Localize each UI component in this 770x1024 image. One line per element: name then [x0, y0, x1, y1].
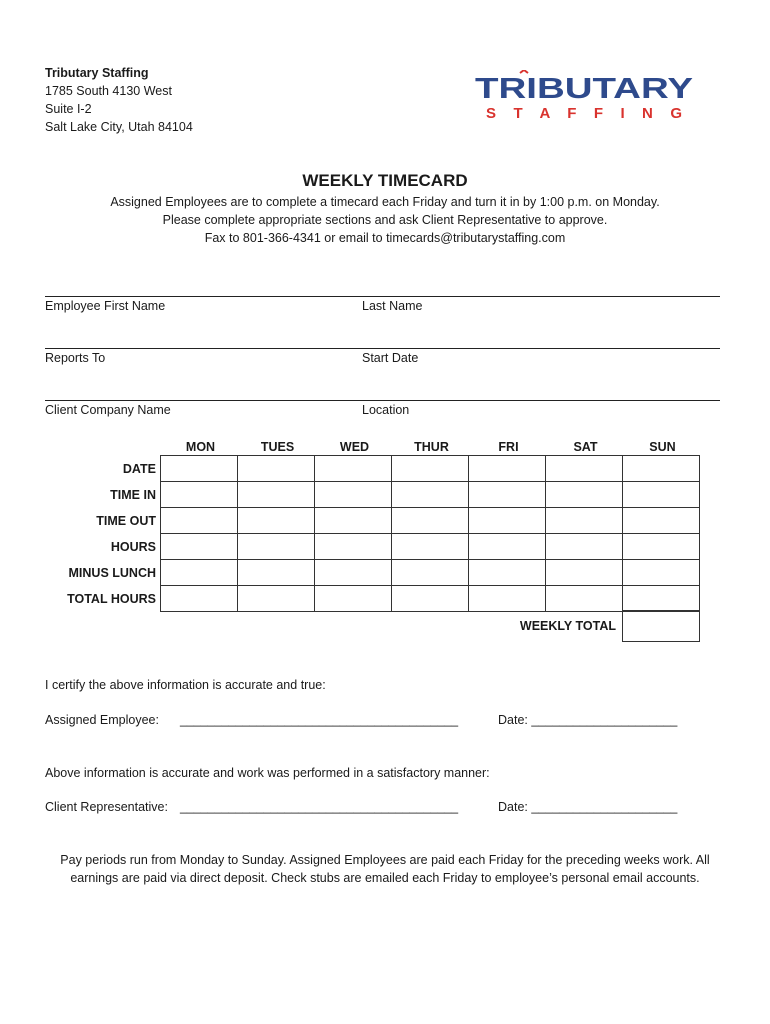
- row-label-time-in: TIME IN: [110, 488, 156, 502]
- pay-period-note-line-1: Pay periods run from Monday to Sunday. Assigned Employees are paid each Friday for the preceding weeks work. All: [60, 853, 710, 867]
- cell-time-in-fri[interactable]: [469, 482, 546, 508]
- cell-time-in-wed[interactable]: [315, 482, 392, 508]
- day-header-mon: MON: [185, 440, 216, 454]
- cell-time-in-tues[interactable]: [238, 482, 315, 508]
- timecard-grid: [160, 455, 700, 612]
- day-header-wed: WED: [339, 440, 370, 454]
- address-line-3: Salt Lake City, Utah 84104: [45, 120, 193, 134]
- cell-date-mon[interactable]: [161, 456, 238, 482]
- grid-row-total-hours: [161, 586, 700, 612]
- cell-total-hours-fri[interactable]: [469, 586, 546, 612]
- cell-date-thur[interactable]: [392, 456, 469, 482]
- address-line-1: 1785 South 4130 West: [45, 84, 172, 98]
- cell-time-out-thur[interactable]: [392, 508, 469, 534]
- cell-total-hours-wed[interactable]: [315, 586, 392, 612]
- cell-minus-lunch-mon[interactable]: [161, 560, 238, 586]
- grid-row-time-in: [161, 482, 700, 508]
- employee-date-field[interactable]: Date: _____________________: [498, 713, 678, 727]
- cell-hours-thur[interactable]: [392, 534, 469, 560]
- client-company-line[interactable]: [45, 400, 720, 401]
- grid-row-time-out: [161, 508, 700, 534]
- client-representative-label: Client Representative:: [45, 800, 168, 814]
- cell-date-sun[interactable]: [623, 456, 700, 482]
- day-header-sun: SUN: [649, 440, 676, 454]
- client-signature-field[interactable]: ________________________________________: [180, 800, 459, 814]
- logo-subtitle: S T A F F I N G: [486, 105, 682, 122]
- cell-hours-fri[interactable]: [469, 534, 546, 560]
- cell-hours-wed[interactable]: [315, 534, 392, 560]
- cell-total-hours-thur[interactable]: [392, 586, 469, 612]
- day-header-tues: TUES: [260, 440, 295, 454]
- row-label-total-hours: TOTAL HOURS: [67, 592, 156, 606]
- cell-time-out-mon[interactable]: [161, 508, 238, 534]
- day-header-thur: THUR: [414, 440, 449, 454]
- client-company-label: Client Company Name: [45, 403, 171, 417]
- cell-time-out-wed[interactable]: [315, 508, 392, 534]
- cell-minus-lunch-tues[interactable]: [238, 560, 315, 586]
- day-header-fri: FRI: [498, 440, 519, 454]
- cell-minus-lunch-sun[interactable]: [623, 560, 700, 586]
- location-label: Location: [362, 403, 410, 417]
- cell-minus-lunch-wed[interactable]: [315, 560, 392, 586]
- grid-row-date: [161, 456, 700, 482]
- start-date-label: Start Date: [362, 351, 419, 365]
- row-label-hours: HOURS: [110, 540, 156, 554]
- employee-signature-field[interactable]: ________________________________________: [180, 713, 459, 727]
- cell-hours-sat[interactable]: [546, 534, 623, 560]
- company-name: Tributary Staffing: [45, 66, 149, 80]
- cell-hours-tues[interactable]: [238, 534, 315, 560]
- instructions-line-2: Please complete appropriate sections and ask Client Representative to approve.: [162, 213, 608, 227]
- cell-minus-lunch-thur[interactable]: [392, 560, 469, 586]
- cell-hours-mon[interactable]: [161, 534, 238, 560]
- company-address: [45, 64, 193, 136]
- first-name-label: Employee First Name: [45, 299, 166, 313]
- cell-total-hours-sat[interactable]: [546, 586, 623, 612]
- cell-time-in-sun[interactable]: [623, 482, 700, 508]
- cell-total-hours-mon[interactable]: [161, 586, 238, 612]
- cell-total-hours-sun[interactable]: [623, 586, 700, 612]
- instructions: [0, 193, 770, 247]
- cell-date-tues[interactable]: [238, 456, 315, 482]
- cell-time-out-sat[interactable]: [546, 508, 623, 534]
- cell-time-out-tues[interactable]: [238, 508, 315, 534]
- pay-period-note: [40, 851, 730, 887]
- cell-minus-lunch-sat[interactable]: [546, 560, 623, 586]
- cell-time-out-sun[interactable]: [623, 508, 700, 534]
- cell-total-hours-tues[interactable]: [238, 586, 315, 612]
- cell-date-sat[interactable]: [546, 456, 623, 482]
- cell-time-out-fri[interactable]: [469, 508, 546, 534]
- employee-name-line[interactable]: [45, 296, 720, 297]
- approval-statement: Above information is accurate and work was performed in a satisfactory manner:: [45, 766, 490, 780]
- instructions-line-3: Fax to 801-366-4341 or email to timecards@tributarystaffing.com: [204, 231, 566, 245]
- last-name-label: Last Name: [362, 299, 423, 313]
- cell-minus-lunch-fri[interactable]: [469, 560, 546, 586]
- row-label-date: DATE: [122, 462, 156, 476]
- reports-to-line[interactable]: [45, 348, 720, 349]
- cell-time-in-mon[interactable]: [161, 482, 238, 508]
- weekly-total-label: WEEKLY TOTAL: [519, 619, 616, 633]
- certify-statement: I certify the above information is accurate and true:: [45, 678, 326, 692]
- cell-date-fri[interactable]: [469, 456, 546, 482]
- cell-time-in-sat[interactable]: [546, 482, 623, 508]
- grid-row-minus-lunch: [161, 560, 700, 586]
- weekly-total-field[interactable]: [622, 610, 700, 642]
- row-label-time-out: TIME OUT: [96, 514, 156, 528]
- reports-to-label: Reports To: [45, 351, 106, 365]
- page-title: WEEKLY TIMECARD: [302, 171, 468, 190]
- grid-row-hours: [161, 534, 700, 560]
- tributary-staffing-logo: [472, 70, 697, 122]
- pay-period-note-line-2: earnings are paid via direct deposit. Check stubs are emailed each Friday to employee’s personal email accounts.: [70, 871, 700, 885]
- cell-date-wed[interactable]: [315, 456, 392, 482]
- client-date-field[interactable]: Date: _____________________: [498, 800, 678, 814]
- assigned-employee-label: Assigned Employee:: [45, 713, 159, 727]
- row-label-minus-lunch: MINUS LUNCH: [68, 566, 156, 580]
- cell-hours-sun[interactable]: [623, 534, 700, 560]
- cell-time-in-thur[interactable]: [392, 482, 469, 508]
- instructions-line-1: Assigned Employees are to complete a timecard each Friday and turn it in by 1:00 p.m. on Monday.: [110, 195, 660, 209]
- logo-wordmark: TRIBUTARY: [475, 73, 693, 105]
- address-line-2: Suite I-2: [45, 102, 92, 116]
- day-header-sat: SAT: [573, 440, 598, 454]
